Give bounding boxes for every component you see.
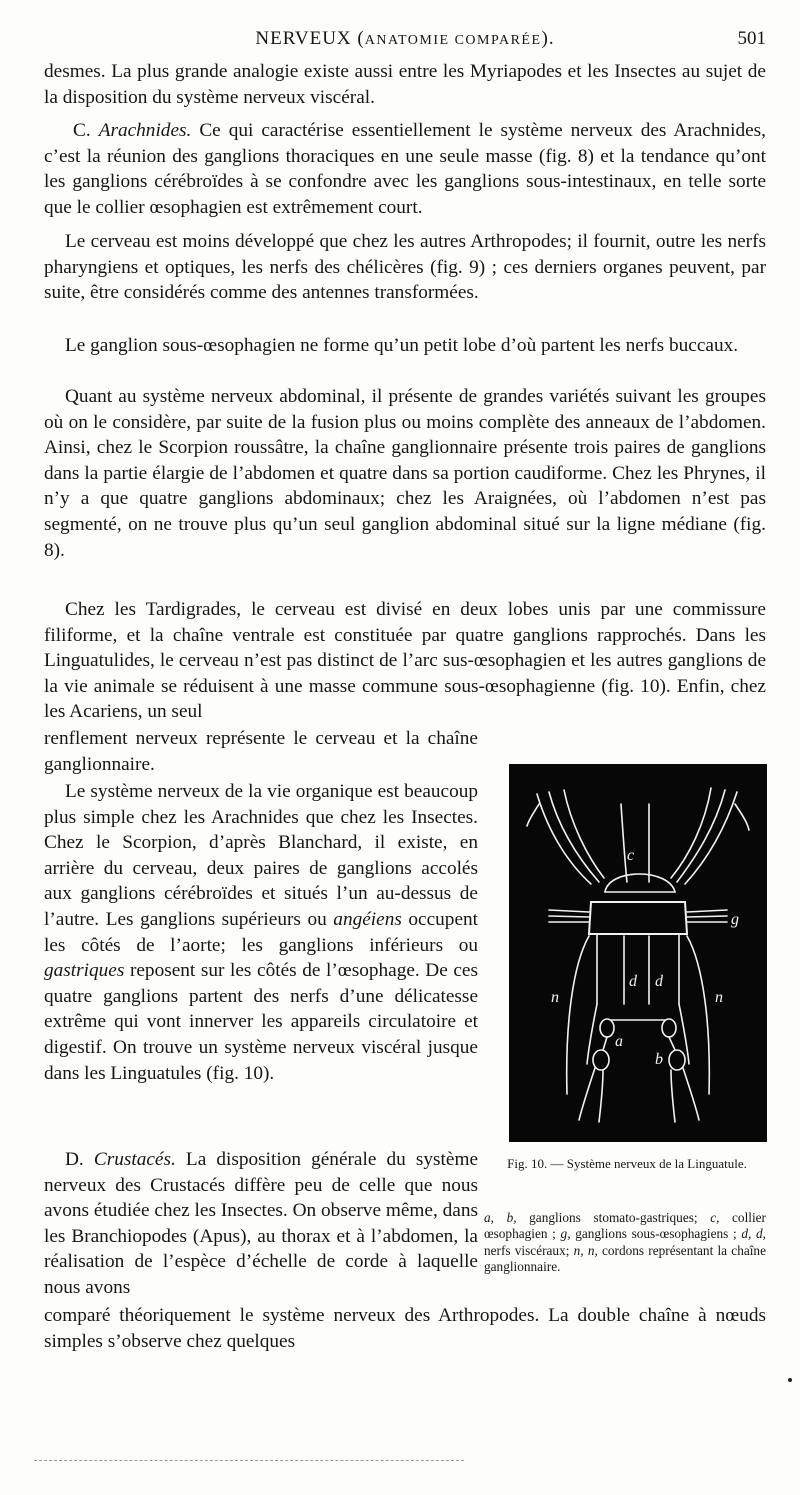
label-c: c — [627, 847, 635, 864]
paragraph-tardigrades-cont: renflement nerveux représente le cerveau et la chaîne ganglionnaire. — [44, 728, 478, 775]
paragraph-systeme-abdominal: Quant au système nerveux abdominal, il présente de grandes variétés suivant les groupes où on le considère, par suite de la fusion plus ou moins complète des anneaux de l’abdomen. Ainsi, chez le Scorpion roussâtre, la chaîne ganglionnaire présente trois paires de ganglions dans la partie élargie de l’abdomen et quatre dans sa portion caudiforme. Chez les Phrynes, il n’y a que quatre ganglions abdominaux; chez les Araignées, où l’abdomen n’est pas segmenté, on ne trouve plus qu’un seul ganglion abdominal situé sur la ligne médiane (fig. 8). — [44, 386, 766, 561]
page-number: 501 — [737, 28, 766, 49]
label-d-right: d — [655, 973, 663, 990]
label-b: b — [655, 1051, 663, 1068]
paragraph-tardigrades: Chez les Tardigrades, le cerveau est divisé en deux lobes unis par une commissure filiforme, et la chaîne ventrale est constituée par quatre ganglions rapprochés. Dans les Linguatulides, le cerveau n’est pas distinct de l’arc sus-œsophagien et les autres ganglions de la vie animale se réduisent à une masse commune sous-œsophagienne (fig. 10). Enfin, chez les Acariens, un seul — [44, 599, 766, 723]
figure-caption: Fig. 10. — Système nerveux de la Linguatule. — [507, 1156, 747, 1171]
paragraph-cerveau: Le cerveau est moins développé que chez les autres Arthropodes; il fournit, outre les nerfs pharyngiens et optiques, les nerfs des chélicères (fig. 9) ; ces derniers organes peuvent, par suite, être considérés comme des antennes transformées. — [44, 231, 766, 304]
paragraph-arachnides: C. Arachnides. Ce qui caractérise essentiellement le système nerveux des Arachnides, c’est la réunion des ganglions thoraciques en une seule masse (fig. 8) et la tendance qu’ont les ganglions cérébroïdes à se confondre avec les ganglions sous-intestinaux, en telle sorte que le collier œsophagien est extrêmement court. — [44, 120, 766, 218]
paragraph-continuation: desmes. La plus grande analogie existe aussi entre les Myriapodes et les Insectes au sujet de la disposition du système nerveux viscéral. — [44, 61, 766, 108]
figure-legend: a, b, ganglions stomato-gastriques; c, collier œsophagien ; g, ganglions sous-œsophagiens ; d, d, nerfs viscéraux; n, n, cordons représentant la chaîne ganglionnaire. — [484, 1210, 766, 1275]
label-a: a — [615, 1033, 623, 1050]
paragraph-crustaces: D. Crustacés. La disposition générale du système nerveux des Crustacés diffère peu de celle que nous avons étudiée chez les Insectes. On observe même, dans les Branchiopodes (Apus), au thorax et à l’abdomen, la réalisation de l’espèce d’échelle de corde à laquelle nous avons — [44, 1149, 478, 1298]
nervous-system-illustration — [509, 764, 767, 1142]
running-header — [44, 28, 766, 54]
paragraph-vie-organique: Le système nerveux de la vie organique est beaucoup plus simple chez les Arachnides que chez les Insectes. Chez le Scorpion, d’après Blanchard, il existe, en arrière du cerveau, deux paires de ganglions accolés aux ganglions cérébroïdes et situés l’un au-dessus de l’autre. Les ganglions supérieurs ou angéiens occupent les côtés de l’aorte; les ganglions inférieurs ou gastriques reposent sur les côtés de l’œsophage. De ces quatre ganglions partent des nerfs d’une délicatesse extrême qui vont innerver les appareils circulatoire et digestif. On trouve un système nerveux viscéral jusque dans les Linguatules (fig. 10). — [44, 781, 478, 1084]
footer-rule — [34, 1460, 464, 1461]
label-g: g — [731, 911, 739, 928]
running-title: NERVEUX (ANATOMIE COMPARÉE). — [255, 28, 555, 49]
paragraph-ganglion-sous-oesophagien: Le ganglion sous-œsophagien ne forme qu’un petit lobe d’où partent les nerfs buccaux. — [65, 335, 739, 356]
print-speck — [788, 1378, 792, 1382]
label-n-right: n — [715, 989, 723, 1006]
label-d-left: d — [629, 973, 637, 990]
figure-10-linguatule — [509, 764, 767, 1142]
paragraph-crustaces-cont: comparé théoriquement le système nerveux des Arthropodes. La double chaîne à nœuds simples s’observe chez quelques — [44, 1305, 766, 1352]
label-n-left: n — [551, 989, 559, 1006]
